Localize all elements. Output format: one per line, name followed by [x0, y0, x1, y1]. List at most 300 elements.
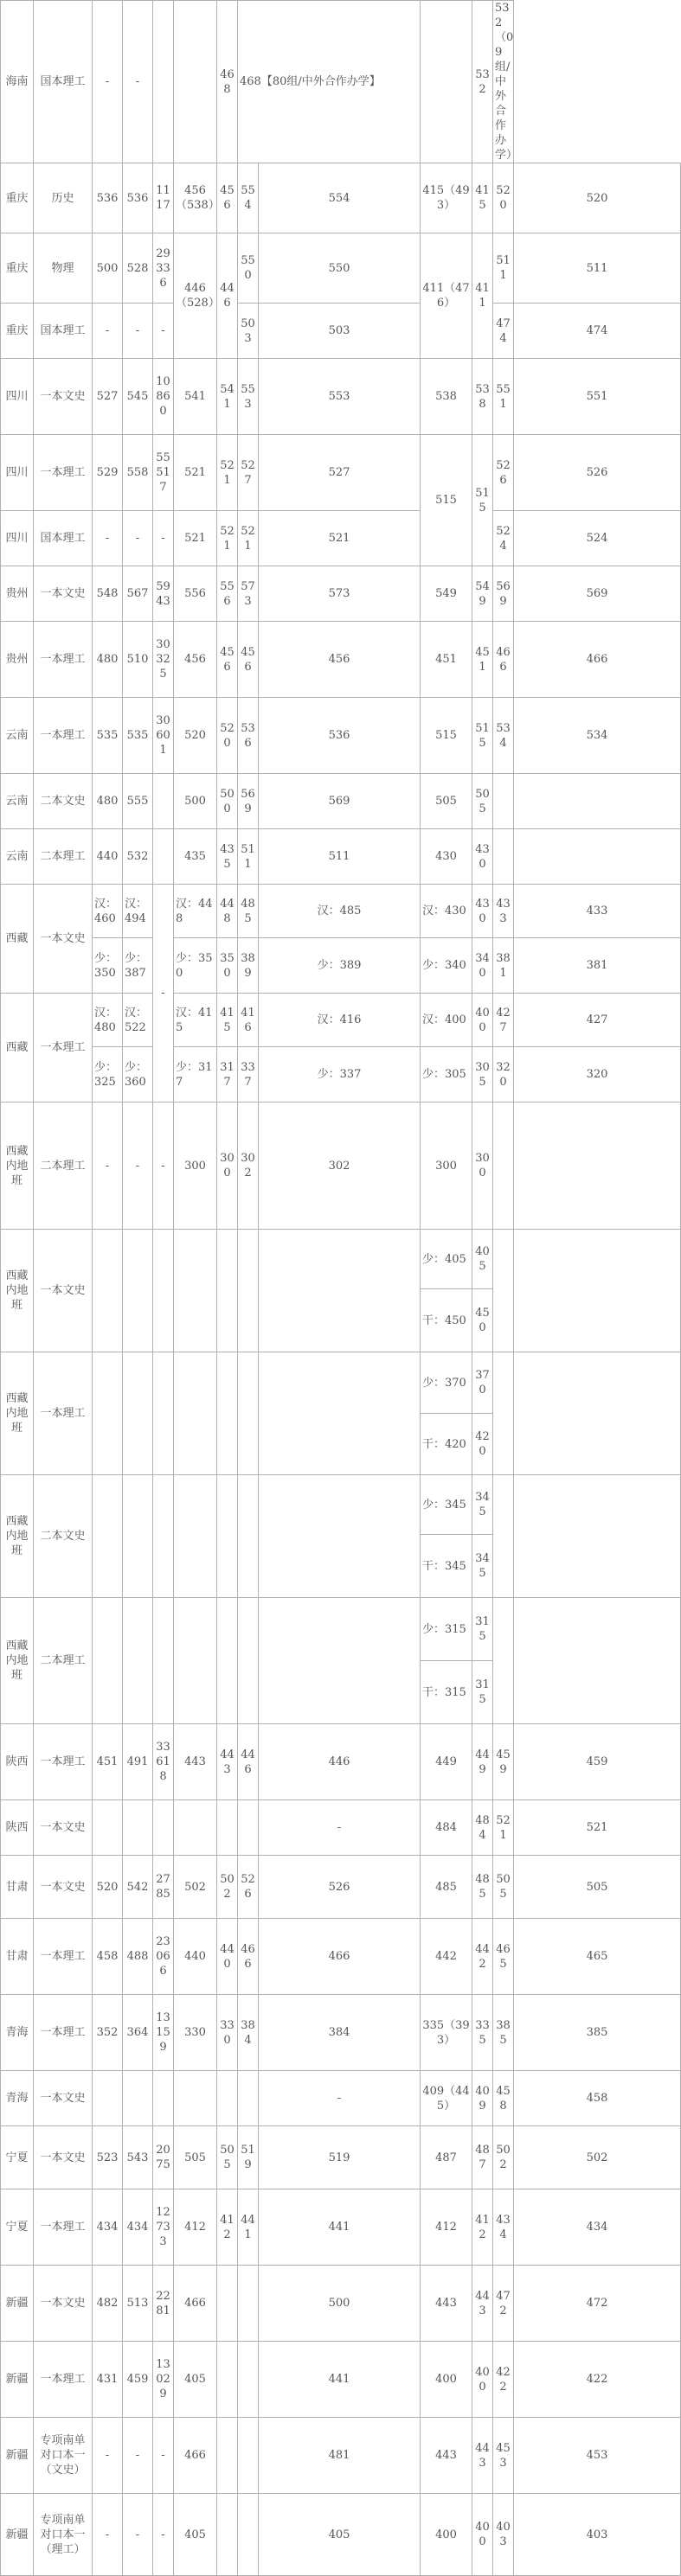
- table-cell: 405: [174, 2494, 217, 2576]
- table-cell: 西藏内地班: [1, 1230, 34, 1352]
- table-cell: 441: [259, 2189, 421, 2266]
- table-cell: 西藏内地班: [1, 1352, 34, 1475]
- table-row: [1, 2266, 681, 2342]
- table-cell: 新疆: [1, 2266, 34, 2342]
- table-cell: 415（493）: [421, 163, 472, 233]
- table-cell: 487: [472, 2126, 493, 2189]
- table-cell: [174, 1352, 217, 1475]
- table-cell: 505: [514, 1856, 681, 1919]
- table-cell: 527: [238, 435, 259, 511]
- table-cell: 405: [259, 2494, 421, 2576]
- table-cell: 569: [493, 566, 514, 622]
- table-cell: -: [153, 511, 174, 566]
- table-cell: [493, 1103, 514, 1230]
- table-cell: 440: [217, 1919, 238, 1995]
- table-cell: [123, 2071, 153, 2126]
- table-cell: 505: [217, 2126, 238, 2189]
- table-row: [1, 2342, 681, 2418]
- table-cell: 535: [93, 698, 123, 774]
- table-cell: [514, 1475, 681, 1598]
- table-cell: 521: [174, 435, 217, 511]
- table-cell: 一本理工: [34, 2342, 93, 2418]
- table-cell: 521: [217, 511, 238, 566]
- table-cell: 340: [472, 938, 493, 994]
- table-cell: 502: [217, 1856, 238, 1919]
- table-cell: 450: [472, 1289, 493, 1352]
- table-cell: 汉：415: [174, 994, 217, 1047]
- table-cell: 384: [238, 1995, 259, 2071]
- table-cell: 453: [493, 2418, 514, 2494]
- table-cell: -: [259, 2071, 421, 2126]
- table-cell: 449: [421, 1724, 472, 1800]
- table-cell: 干：420: [421, 1414, 472, 1475]
- table-cell: 441: [259, 2342, 421, 2418]
- table-cell: 466: [174, 2418, 217, 2494]
- table-cell: 519: [259, 2126, 421, 2189]
- table-cell: [493, 1230, 514, 1352]
- table-cell: 465: [493, 1919, 514, 1995]
- table-cell: [123, 1230, 153, 1352]
- table-cell: [259, 1598, 421, 1724]
- table-cell: -: [153, 2494, 174, 2576]
- table-cell: 505: [174, 2126, 217, 2189]
- table-cell: 400: [472, 994, 493, 1047]
- table-cell: 少：405: [421, 1230, 472, 1289]
- table-cell: 420: [472, 1414, 493, 1475]
- table-cell: 430: [472, 829, 493, 885]
- table-cell: [174, 1475, 217, 1598]
- table-cell: 551: [514, 359, 681, 435]
- table-cell: 446: [259, 1724, 421, 1800]
- table-cell: [217, 1800, 238, 1856]
- table-cell: 少：325: [93, 1047, 123, 1103]
- table-cell: 少：340: [421, 938, 472, 994]
- table-row: [1, 1230, 681, 1289]
- table-cell: 481: [259, 2418, 421, 2494]
- table-cell: 573: [259, 566, 421, 622]
- table-cell: [238, 2342, 259, 2418]
- table-cell: 一本文史: [34, 1800, 93, 1856]
- table-cell: 专项南单对口本一（文史）: [34, 2418, 93, 2494]
- table-cell: 青海: [1, 1995, 34, 2071]
- table-cell: 521: [493, 1800, 514, 1856]
- table-cell: -: [259, 1800, 421, 1856]
- table-cell: 443: [421, 2418, 472, 2494]
- table-cell: 少：337: [259, 1047, 421, 1103]
- table-cell: 少：350: [93, 938, 123, 994]
- table-cell: 一本文史: [34, 2071, 93, 2126]
- table-cell: [217, 2071, 238, 2126]
- table-cell: 536: [259, 698, 421, 774]
- table-cell: 443: [217, 1724, 238, 1800]
- table-cell: -: [153, 1103, 174, 1230]
- table-cell: 529: [93, 435, 123, 511]
- table-cell: 505: [421, 774, 472, 829]
- table-cell: 汉：448: [174, 885, 217, 938]
- table-cell: [174, 1, 217, 163]
- table-cell: 2281: [153, 2266, 174, 2342]
- table-row: [1, 2418, 681, 2494]
- table-cell: [217, 2494, 238, 2576]
- table-cell: [153, 1800, 174, 1856]
- table-cell: -: [123, 1, 153, 163]
- table-cell: [153, 1230, 174, 1352]
- table-cell: 567: [123, 566, 153, 622]
- table-cell: 一本理工: [34, 1724, 93, 1800]
- table-cell: 491: [123, 1724, 153, 1800]
- table-cell: 558: [123, 435, 153, 511]
- table-cell: 干：450: [421, 1289, 472, 1352]
- table-cell: 442: [421, 1919, 472, 1995]
- table-cell: 30325: [153, 622, 174, 698]
- table-cell: 33618: [153, 1724, 174, 1800]
- table-cell: -: [123, 304, 153, 359]
- table-cell: 520: [93, 1856, 123, 1919]
- table-cell: 新疆: [1, 2342, 34, 2418]
- table-cell: 315: [472, 1598, 493, 1661]
- table-cell: 433: [514, 885, 681, 938]
- table-cell: 海南: [1, 1, 34, 163]
- table-cell: 汉：430: [421, 885, 472, 938]
- table-row: [1, 2126, 681, 2189]
- table-cell: [174, 1598, 217, 1724]
- table-row: [1, 566, 681, 622]
- table-cell: 物理: [34, 233, 93, 304]
- table-cell: [493, 1475, 514, 1598]
- table-cell: 云南: [1, 698, 34, 774]
- table-cell: -: [153, 885, 174, 1103]
- table-cell: 468: [217, 1, 238, 163]
- table-cell: [153, 1, 174, 163]
- table-cell: 521: [514, 1800, 681, 1856]
- table-cell: 国本理工: [34, 1, 93, 163]
- table-cell: 汉：400: [421, 994, 472, 1047]
- table-cell: 569: [514, 566, 681, 622]
- table-cell: 汉：485: [259, 885, 421, 938]
- table-row: [1, 2494, 681, 2576]
- table-cell: 441: [238, 2189, 259, 2266]
- table-cell: 451: [421, 622, 472, 698]
- table-cell: 524: [493, 511, 514, 566]
- table-cell: 510: [123, 622, 153, 698]
- table-cell: 少：389: [259, 938, 421, 994]
- table-cell: [493, 829, 514, 885]
- table-cell: 543: [123, 2126, 153, 2189]
- table-cell: 西藏内地班: [1, 1598, 34, 1724]
- table-cell: 466: [259, 1919, 421, 1995]
- table-cell: 434: [514, 2189, 681, 2266]
- table-cell: 412: [472, 2189, 493, 2266]
- table-cell: 456（538）: [174, 163, 217, 233]
- table-cell: 13159: [153, 1995, 174, 2071]
- table-cell: 435: [217, 829, 238, 885]
- table-cell: 554: [238, 163, 259, 233]
- table-cell: 405: [472, 1230, 493, 1289]
- table-cell: 484: [472, 1800, 493, 1856]
- table-cell: [238, 1352, 259, 1475]
- table-cell: 一本理工: [34, 435, 93, 511]
- table-cell: 448: [217, 885, 238, 938]
- table-cell: 435: [174, 829, 217, 885]
- table-cell: 569: [238, 774, 259, 829]
- table-cell: 一本文史: [34, 2266, 93, 2342]
- table-row: [1, 1724, 681, 1800]
- table-cell: 412: [421, 2189, 472, 2266]
- table-cell: 549: [421, 566, 472, 622]
- table-row: [1, 1919, 681, 1995]
- table-cell: 515: [472, 435, 493, 566]
- table-cell: [217, 1230, 238, 1352]
- table-cell: 459: [514, 1724, 681, 1800]
- table-cell: 521: [238, 511, 259, 566]
- table-row: [1, 163, 681, 233]
- table-cell: [123, 1598, 153, 1724]
- table-cell: 416: [238, 994, 259, 1047]
- table-cell: 541: [217, 359, 238, 435]
- table-cell: 300: [174, 1103, 217, 1230]
- table-cell: 526: [514, 435, 681, 511]
- table-cell: 2075: [153, 2126, 174, 2189]
- table-cell: 一本理工: [34, 2189, 93, 2266]
- table-row: [1, 233, 681, 304]
- table-cell: 487: [421, 2126, 472, 2189]
- table-cell: [238, 1475, 259, 1598]
- table-cell: 13029: [153, 2342, 174, 2418]
- table-row: [1, 994, 681, 1047]
- table-cell: 重庆: [1, 163, 34, 233]
- table-cell: 汉：460: [93, 885, 123, 938]
- table-cell: 少：360: [123, 1047, 153, 1103]
- table-cell: 西藏内地班: [1, 1103, 34, 1230]
- table-row: [1, 511, 681, 566]
- table-cell: [93, 2071, 123, 2126]
- table-cell: 446（528）: [174, 233, 217, 359]
- table-cell: [493, 1598, 514, 1724]
- table-cell: 新疆: [1, 2418, 34, 2494]
- table-cell: 520: [174, 698, 217, 774]
- table-cell: [238, 2266, 259, 2342]
- table-cell: [514, 1598, 681, 1724]
- table-cell: 554: [259, 163, 421, 233]
- table-cell: 412: [174, 2189, 217, 2266]
- table-cell: 381: [514, 938, 681, 994]
- table-cell: 541: [174, 359, 217, 435]
- table-cell: [259, 1352, 421, 1475]
- table-cell: 一本文史: [34, 1230, 93, 1352]
- table-row: [1, 698, 681, 774]
- table-cell: -: [93, 511, 123, 566]
- table-cell: -: [93, 1, 123, 163]
- table-cell: 502: [514, 2126, 681, 2189]
- table-cell: [514, 1103, 681, 1230]
- table-cell: [153, 829, 174, 885]
- table-cell: 370: [472, 1352, 493, 1414]
- table-cell: 488: [123, 1919, 153, 1995]
- table-cell: 474: [514, 304, 681, 359]
- table-cell: [514, 1352, 681, 1475]
- table-cell: 汉：416: [259, 994, 421, 1047]
- table-cell: -: [153, 2418, 174, 2494]
- table-cell: 23066: [153, 1919, 174, 1995]
- table-cell: 434: [493, 2189, 514, 2266]
- table-cell: 重庆: [1, 304, 34, 359]
- table-row: [1, 938, 681, 994]
- table-cell: 542: [123, 1856, 153, 1919]
- table-cell: 403: [514, 2494, 681, 2576]
- table-cell: [217, 1598, 238, 1724]
- table-cell: 宁夏: [1, 2126, 34, 2189]
- table-cell: 456: [238, 622, 259, 698]
- table-cell: 443: [421, 2266, 472, 2342]
- table-cell: 466: [514, 622, 681, 698]
- table-cell: 405: [174, 2342, 217, 2418]
- table-cell: [238, 2071, 259, 2126]
- table-cell: 一本理工: [34, 1919, 93, 1995]
- table-cell: 青海: [1, 2071, 34, 2126]
- table-cell: 458: [493, 2071, 514, 2126]
- table-cell: 少：387: [123, 938, 153, 994]
- table-cell: 456: [259, 622, 421, 698]
- table-cell: 干：345: [421, 1535, 472, 1598]
- table-cell: 2785: [153, 1856, 174, 1919]
- table-cell: 515: [421, 435, 472, 566]
- table-cell: 350: [217, 938, 238, 994]
- table-cell: -: [153, 304, 174, 359]
- table-cell: 一本理工: [34, 994, 93, 1103]
- table-cell: 485: [421, 1856, 472, 1919]
- table-cell: 二本理工: [34, 829, 93, 885]
- table-cell: 29336: [153, 233, 174, 304]
- table-cell: 446: [217, 233, 238, 359]
- table-cell: 400: [421, 2342, 472, 2418]
- table-cell: 专项南单对口本一（理工）: [34, 2494, 93, 2576]
- table-cell: 55517: [153, 435, 174, 511]
- table-cell: 历史: [34, 163, 93, 233]
- table-cell: 云南: [1, 774, 34, 829]
- table-cell: 甘肃: [1, 1856, 34, 1919]
- table-cell: 381: [493, 938, 514, 994]
- table-cell: 330: [217, 1995, 238, 2071]
- table-cell: -: [123, 511, 153, 566]
- table-cell: 520: [514, 163, 681, 233]
- table-cell: 556: [217, 566, 238, 622]
- table-cell: 466: [174, 2266, 217, 2342]
- table-cell: 汉：480: [93, 994, 123, 1047]
- table-row: [1, 829, 681, 885]
- table-cell: [153, 1352, 174, 1475]
- table-cell: -: [93, 2418, 123, 2494]
- table-cell: 400: [472, 2342, 493, 2418]
- table-cell: 485: [238, 885, 259, 938]
- table-cell: 534: [493, 698, 514, 774]
- table-cell: 549: [472, 566, 493, 622]
- table-cell: 一本理工: [34, 698, 93, 774]
- table-cell: [259, 1230, 421, 1352]
- table-cell: 403: [493, 2494, 514, 2576]
- table-cell: 少：350: [174, 938, 217, 994]
- table-cell: [421, 1, 472, 163]
- table-cell: 409（445）: [421, 2071, 472, 2126]
- table-cell: 300: [472, 1103, 493, 1230]
- table-cell: 500: [217, 774, 238, 829]
- table-cell: 465: [514, 1919, 681, 1995]
- table-cell: 468【80组/中外合作办学】: [238, 1, 421, 163]
- table-cell: 526: [238, 1856, 259, 1919]
- table-cell: 云南: [1, 829, 34, 885]
- table-cell: 451: [472, 622, 493, 698]
- table-cell: 511: [238, 829, 259, 885]
- table-row: [1, 359, 681, 435]
- table-cell: 569: [259, 774, 421, 829]
- table-cell: 434: [93, 2189, 123, 2266]
- table-cell: 302: [259, 1103, 421, 1230]
- table-row: [1, 885, 681, 938]
- table-cell: [153, 1598, 174, 1724]
- table-cell: -: [123, 1103, 153, 1230]
- table-cell: 少：315: [421, 1598, 472, 1661]
- table-cell: 502: [493, 2126, 514, 2189]
- table-cell: 434: [123, 2189, 153, 2266]
- table-cell: 511: [259, 829, 421, 885]
- table-cell: [493, 774, 514, 829]
- table-cell: -: [93, 304, 123, 359]
- table-cell: 511: [493, 233, 514, 304]
- table-cell: [123, 1800, 153, 1856]
- table-cell: 446: [238, 1724, 259, 1800]
- table-cell: 12733: [153, 2189, 174, 2266]
- table-cell: 一本文史: [34, 885, 93, 994]
- table-cell: 337: [238, 1047, 259, 1103]
- table-cell: 320: [514, 1047, 681, 1103]
- table-cell: 482: [93, 2266, 123, 2342]
- table-cell: [514, 829, 681, 885]
- table-cell: 466: [493, 622, 514, 698]
- table-cell: 二本文史: [34, 1475, 93, 1598]
- table-cell: 一本文史: [34, 566, 93, 622]
- table-cell: 300: [421, 1103, 472, 1230]
- table-cell: 500: [93, 233, 123, 304]
- table-cell: [217, 2342, 238, 2418]
- table-cell: 422: [493, 2342, 514, 2418]
- table-cell: 536: [238, 698, 259, 774]
- table-cell: 西藏: [1, 994, 34, 1103]
- table-cell: [93, 1230, 123, 1352]
- table-cell: -: [93, 1103, 123, 1230]
- table-cell: [238, 1598, 259, 1724]
- table-cell: [259, 1475, 421, 1598]
- table-cell: [514, 774, 681, 829]
- table-cell: 443: [472, 2418, 493, 2494]
- table-cell: 415: [472, 163, 493, 233]
- table-cell: 511: [514, 233, 681, 304]
- table-cell: 10860: [153, 359, 174, 435]
- table-cell: [217, 2266, 238, 2342]
- table-cell: [93, 1475, 123, 1598]
- table-cell: 474: [493, 304, 514, 359]
- table-cell: 少：317: [174, 1047, 217, 1103]
- table-cell: 443: [472, 2266, 493, 2342]
- table-cell: 汉：522: [123, 994, 153, 1047]
- table-cell: 466: [238, 1919, 259, 1995]
- table-cell: 521: [174, 511, 217, 566]
- table-cell: 427: [493, 994, 514, 1047]
- table-cell: 重庆: [1, 233, 34, 304]
- table-cell: 330: [174, 1995, 217, 2071]
- table-cell: 二本理工: [34, 1598, 93, 1724]
- table-cell: 贵州: [1, 566, 34, 622]
- table-cell: 480: [93, 622, 123, 698]
- table-cell: 干：315: [421, 1661, 472, 1724]
